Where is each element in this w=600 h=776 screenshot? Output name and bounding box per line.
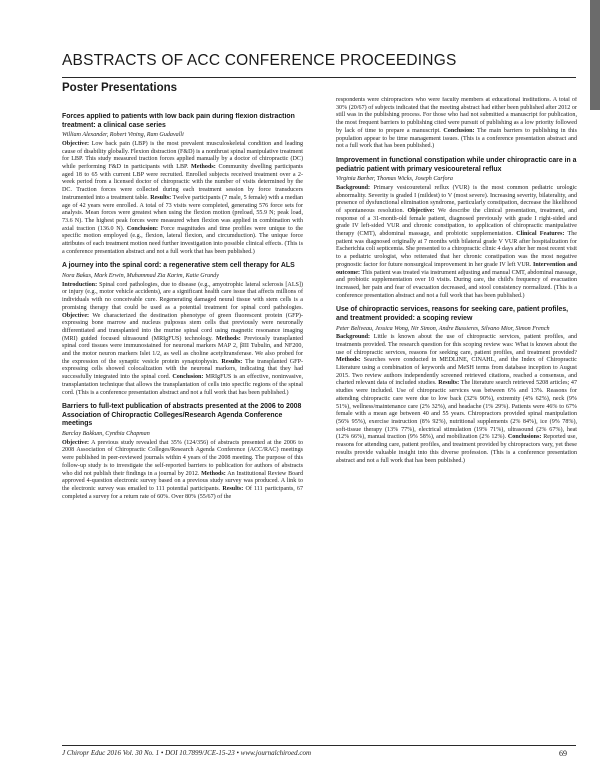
abstract-section-label: Objective: [62,140,90,147]
abstract-section-label: Methods: [216,335,241,342]
abstract-block [62,262,303,397]
abstract-section-text: The main barriers to publishing in this population appear to be time management issues. (This is a conference presentation abstract and not a full work that has been published.) [336,127,577,150]
abstract-section-text: Community dwelling participants aged 18 to 65 with current LBP were recruited. Enrolled subjects received treatment over a 2-week period from a licensed doctor of chiropractic with the number of visits determined by the DC. Traction forces were collected during each treatment session by force transducers instrumented into a treatment table. [62,164,303,201]
abstract-section-label: Objective: [407,207,435,214]
abstract-section-label: Conclusions: [507,434,542,441]
abstract-section-text: MRIgFUS is an effective, noninvasive, transplantation technique that allows the transplantation of cells into specific regions of the spinal cord. (This is a conference presentation abstract and not a full work that has been published.) [62,374,303,396]
section-heading: Poster Presentations [62,82,178,94]
page-number: 69 [559,749,567,758]
abstract-section-label: Background: [336,184,371,191]
abstract-body [336,97,577,151]
abstract-section-label: Background: [336,334,371,341]
abstract-block [336,97,577,151]
abstract-section-text: Twelve participants (7 male, 5 female) with a median age of 42 years were enrolled. A total of 73 visits were completed, generating 576 force sets for analysis. Mean forces were greatest when using the flexion motion (preload, 55.9 N; peak load, 73.6 N). The highest peak forces were measured when flexion was applied in combination with axial traction (136.0 N). [62,194,303,232]
abstract-section-label: Methods: [201,470,226,477]
abstract-section-label: Intervention and outcome: [336,261,577,276]
abstract-section-text: This patient was treated via instrument adjusting and manual CMT, abdominal massage, and probiotic supplementation over 10 visits. During care, the child's frequency of evacuation increased, her pain and fear of evacuation decreased, and stool consistency normalized. (This is a conference presentation abstract and not a full work that has been published.) [336,269,577,299]
abstract-section-text: We characterized the destination phenotype of green fluorescent protein (GFP)-expressing bone marrow and nucleus pulposus stem cells that previously were neuronally differentiated and transplanted into the murine spinal cord using magnetic resonance imaging (MRI) guided focused ultrasound (MRIgFUS) technology. [62,312,303,342]
section-side-tab [590,0,600,110]
abstract-section-label: Results: [222,485,244,492]
abstract-authors: Barclay Bakkum, Cynthia Chapman [62,431,150,438]
abstract-section-label: Conclusion: [172,374,204,381]
abstract-section-text: Spinal cord pathologies, due to disease (e.g., amyotrophic lateral sclerosis [ALS]) or injury (e.g., motor vehicle accidents), are a significant health care issue that affects millions of individuals with no conceivable cure. Regenerating damaged neural tissue with stem cells is a promising therapy that could be used as a potential treatment for spinal cord pathologies. [62,281,303,311]
footer-citation: J Chiropr Educ 2016 Vol. 30 No. 1 • DOI 10.7899/JCE-15-23 • www.journalchiroed.com [62,749,312,757]
abstract-section-label: Introduction: [62,281,98,288]
abstract-section-label: Objective: [62,312,90,319]
abstract-body [62,440,303,502]
abstract-section-text: We describe the clinical presentation, treatment, and response of a 31-month-old female patient, diagnosed previously with grade I right-sided and grade IV left-sided VUR and chronic constipation, to application of chiropractic manipulative therapy (CMT), abdominal massage, and probiotic supplementation. [336,207,577,238]
footer-rule [62,745,576,746]
abstract-authors: Nora Bakas, Mark Erwin, Muhammad Zia Karim, Katie Grundy [62,273,219,280]
journal-heading: ABSTRACTS OF ACC CONFERENCE PROCEEDINGS [62,52,457,69]
abstract-section-label: Methods: [191,164,216,170]
abstract-section-text: Reported use, reasons for attending care, patient profiles, and treatment provided by chiropractors vary, yet these results provide valuable insight into this diverse profession. (This is a conference presentation abstract and not a full work that has been published.) [336,434,577,464]
abstract-section-label: Conclusion: [443,127,475,134]
abstract-section-text: Force magnitudes and time profiles were unique to the specific motion employed (e.g., flexion, lateral flexion, and circumduction). The unique force attributes of each treatment motion need further investigation into possible clinical effects. (This is a conference presentation abstract and not a full work that has been published.) [62,225,303,255]
abstract-section-label: Conclusion: [126,225,159,232]
abstract-title: A journey into the spinal cord: a regenerative stem cell therapy for ALS [62,262,295,270]
abstract-section-label: Results: [438,380,460,387]
abstract-section-text: An Institutional Review Board approved 4-question electronic survey based on a previous study survey was produced. A link to the electronic survey was emailed to 111 potential participants. [62,470,303,492]
abstract-section-text: Primary vesicoureteral reflux (VUR) is the most common pediatric urologic abnormality. Severity is graded I (mildest) to V (most severe). Increasing severity, bilaterality, and presence of dysfunctional elimination syndrome, particularly constipation, decrease the likelihood of spontaneous resolution. [336,184,577,214]
abstract-section-text: Previously transplanted spinal cord tissues were immunostained for neuronal markers MAP 2, βIII Tubulin, and NF200, and the motor neuron markers Islet 1/2, as well as choline acetyltransferase. We also probed for the expression of the synaptic vesicle protein synaptophysin. [62,335,303,365]
right-column [336,97,577,743]
abstract-body [336,185,577,301]
header-rule [62,77,576,78]
left-column [62,113,303,743]
abstract-block [62,403,303,501]
abstract-section-text: Of 111 participants, 67 completed a survey for a return rate of 60%. Over 80% (55/67) of the [62,485,303,500]
abstract-body [62,282,303,398]
abstract-section-label: Objective: [62,439,90,446]
abstract-body [62,141,303,257]
abstract-block [336,306,577,465]
abstract-title: Barriers to full-text publication of abstracts presented at the 2006 to 2008 Association of Chiropractic Colleges/Research Agenda Conference meetings [62,403,302,428]
abstract-section-text: The patient was diagnosed originally at 7 months with bilateral grade V VUR after hospitalization for Escherichia coli septicemia. She presented to a chiropractic clinic 4 days after her most recent visit to a pediatric urologist, who reiterated that her chronic constipation was the most negative prognostic factor for future nonsurgical improvement in her grade IV left VUR. [336,231,577,268]
abstract-section-label: Results: [221,358,243,365]
abstract-authors: Peter Beliveau, Jessica Wong, Nir Simon, Andre Bussieres, Silvano Mior, Simon French [336,325,550,332]
abstract-title: Improvement in functional constipation while under chiropractic care in a pediatric patient with primary vesicoureteral reflux [336,156,577,173]
abstract-authors: Virginia Barber, Thomas Wicks, Joseph Carfora [336,176,453,183]
abstract-section-text: A previous study revealed that 35% (124/356) of abstracts presented at the 2006 to 2008 Association of Chiropractic Colleges/Research Agenda Conference (ACC/RAC) meetings were published in peer-reviewed journals within 4 years of the 2008 meeting. The purpose of this follow-up study is to investigate the self-reported barriers to publication for authors of abstracts who did not publish their findings in a journal by 2012. [62,439,303,477]
abstract-authors: William Alexander, Robert Vining, Ram Gudavalli [62,132,184,139]
abstract-block [62,113,303,256]
abstract-body [336,334,577,465]
abstract-section-text: Searches were conducted in MEDLINE, CINAHL, and the Index of Chiropractic Literature using a combination of keywords and MeSH terms from database inception to August 2015. Two review authors independently screened retrieved citations, reached a consensus, and charted relevant data of included studies. [336,357,577,387]
abstract-section-label: Results: [150,194,172,201]
abstract-block [336,157,577,300]
abstract-section-text: The transplanted GFP-expressing cells showed colocalization with the neuronal markers, indicating that they had successfully integrated into the spinal cord. [62,358,303,381]
abstract-section-text: Low back pain (LBP) is the most prevalent musculoskeletal condition and leading cause of disability globally. Flexion distraction (F&D) is a nonthrust spinal manipulative treatment for LBP. This study measured traction forces applied manually by a doctor of chiropractic (DC) while performing F&D in participants with LBP. [62,140,303,170]
abstract-title: Forces applied to patients with low back pain during flexion distraction treatment: a clinical case series [62,113,295,129]
abstract-section-label: Methods: [336,357,361,364]
abstract-section-text: Little is known about the use of chiropractic services, patient profiles, and treatments provided. The research question for this scoping review was: What is known about the use of chiropractic services, reasons for seeking care, patient profiles, and treatment provided? [336,334,577,356]
abstract-section-text: respondents were chiropractors who were faculty members at educational institutions. A total of 30% (20/67) of subjects indicated that the meeting abstract had either been published after 2012 or still was in the publishing process. For those who had not submitted a manuscript for publication, the most frequent barriers to publishing cited were pursuit of publishing as a low priority followed by lack of time to prepare a manuscript. [336,97,577,134]
abstract-section-text: The literature search retrieved 5208 articles; 47 studies were included. Use of chiropractic services was between 6% and 13%. Reasons for attending chiropractic care were due to low back (32% 90%), extremity (4% 62%), neck (9% 51%), wellness/maintenance care (2% 32%), and headache (1% 29%). Patients were 46% to 67% female with a mean age between 40 and 55 years. Chiropractors provided spinal manipulation (56% 95%), exercise instruction (8% 92%), nutritional supplements (2% 84%), ice (9% 78%), soft-tissue therapy (13% 77%), electrical stimulation (19% 71%), ultrasound (2% 67%), heat (12% 66%), manual traction (9% 58%), and mobilization (2% 12%). [336,380,577,441]
abstract-section-label: Clinical Features: [516,231,565,238]
abstract-title: Use of chiropractic services, reasons for seeking care, patient profiles, and treatment provided: a scoping review [336,306,569,322]
